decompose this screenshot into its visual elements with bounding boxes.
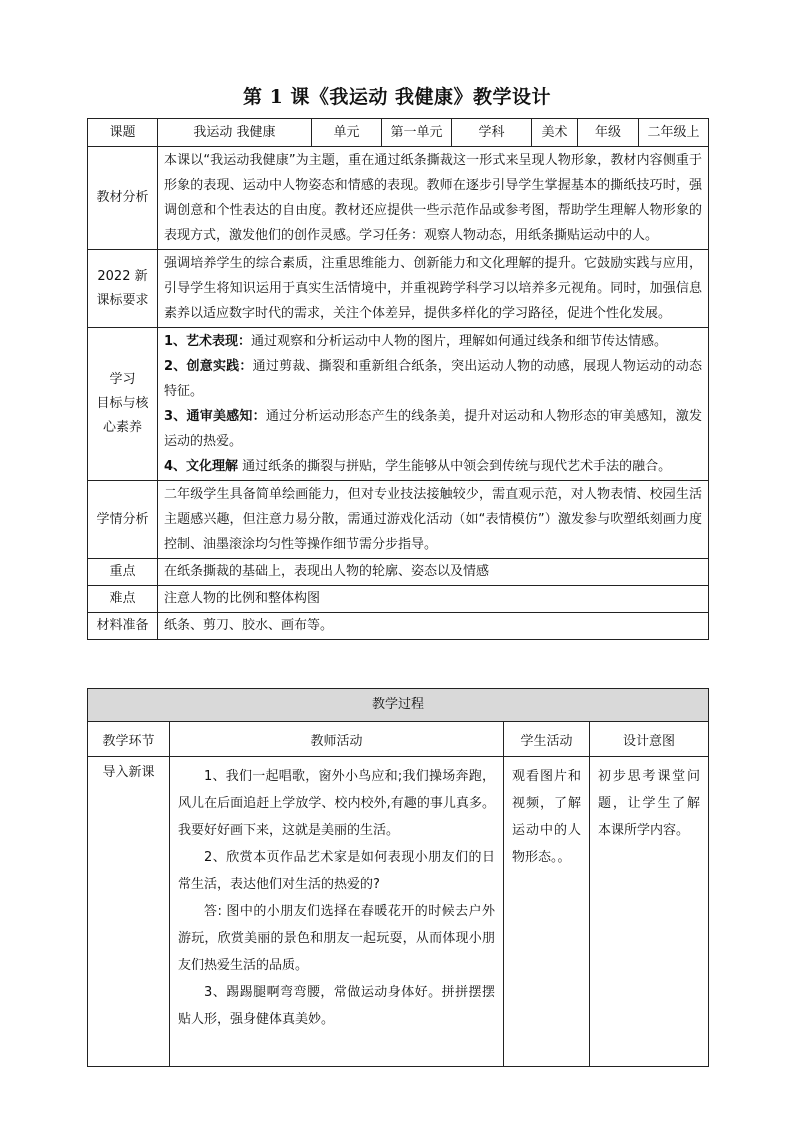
objective-key: 1、艺术表现： [164, 334, 252, 349]
stage-cell: 导入新课 [88, 757, 170, 1067]
standard-label [88, 250, 158, 328]
objective-key: 2、创意实践： [164, 359, 253, 374]
materials-row [88, 613, 709, 640]
grade-label: 年级 [578, 119, 639, 147]
objective-text: 通过分析运动形态产生的线条美，提升对运动和人物形态的审美感知，激发运动的热爱。 [164, 409, 702, 449]
process-row [88, 757, 709, 1067]
lesson-info-table [87, 118, 709, 640]
col-student: 学生活动 [504, 722, 590, 757]
teacher-activity [170, 757, 504, 1067]
header-row [88, 119, 709, 147]
unit-label: 单元 [312, 119, 382, 147]
objective-text: 通过观察和分析运动中人物的图片，理解如何通过线条和细节传达情感。 [251, 334, 668, 349]
materials-text: 纸条、剪刀、胶水、画布等。 [158, 613, 709, 640]
materials-label: 材料准备 [88, 613, 158, 640]
subject-value: 美术 [532, 119, 578, 147]
col-intent: 设计意图 [590, 722, 709, 757]
objective-text: 通过剪裁、撕裂和重新组合纸条，突出运动人物的动感，展现人物运动的动态特征。 [164, 359, 702, 399]
key-point-label: 重点 [88, 559, 158, 586]
teacher-paragraph: 3、踢踢腿啊弯弯腰，常做运动身体好。拼拼摆摆贴人形，强身健体真美妙。 [178, 985, 495, 1027]
objective-item [164, 354, 702, 404]
unit-value: 第一单元 [382, 119, 452, 147]
difficulty-label: 难点 [88, 586, 158, 613]
topic-label: 课题 [88, 119, 158, 147]
objectives-label-line2: 目标与核 [96, 396, 149, 411]
objective-key: 4、文化理解 [164, 459, 239, 474]
standard-label-line2: 课标要求 [96, 292, 149, 308]
teacher-paragraph: 答: 图中的小朋友们选择在春暖花开的时候去户外游玩，欣赏美丽的景色和朋友一起玩耍，从而体现小朋友们热爱生活的品质。 [178, 904, 495, 973]
learners-label: 学情分析 [88, 481, 158, 559]
col-teacher: 教师活动 [170, 722, 504, 757]
grade-value: 二年级上 [639, 119, 709, 147]
page-title: 第 1 课《我运动 我健康》教学设计 [242, 86, 552, 108]
process-title-row [88, 689, 709, 722]
textbook-text: 本课以“我运动我健康”为主题，重在通过纸条撕裁这一形式来呈现人物形象，教材内容侧重于形象的表现、运动中人物姿态和情感的表现。教师在逐步引导学生掌握基本的撕纸技巧时，强调创意和个性表达的自由度。教材还应提供一些示范作品或参考图，帮助学生理解人物形象的表现方式，激发他们的创作灵感。学习任务：观察人物动态，用纸条撕贴运动中的人。 [158, 147, 709, 250]
standard-label-line1: 2022 新 [97, 268, 148, 284]
topic-value: 我运动 我健康 [158, 119, 312, 147]
key-point-text: 在纸条撕裁的基础上，表现出人物的轮廓、姿态以及情感 [158, 559, 709, 586]
standard-text: 强调培养学生的综合素质，注重思维能力、创新能力和文化理解的提升。它鼓励实践与应用，引导学生将知识运用于真实生活情境中，并重视跨学科学习以培养多元视角。同时，加强信息素养以适应数字时代的需求，关注个体差异，提供多样化的学习路径，促进个性化发展。 [158, 250, 709, 328]
objective-item [164, 454, 702, 479]
process-header-row [88, 722, 709, 757]
objective-item [164, 329, 702, 354]
process-table [87, 688, 709, 1067]
objectives-row [88, 328, 709, 481]
teacher-paragraph: 2、欣赏本页作品艺术家是如何表现小朋友们的日常生活，表达他们对生活的热爱的? [178, 850, 495, 892]
teacher-paragraph: 1、我们一起唱歌，窗外小鸟应和;我们操场奔跑，风儿在后面追赶上学放学、校内校外,有趣的事儿真多。我要好好画下来，这就是美丽的生活。 [178, 769, 495, 838]
textbook-label: 教材分析 [88, 147, 158, 250]
objectives-label-line1: 学习 [109, 372, 136, 387]
process-title: 教学过程 [88, 689, 709, 722]
subject-label: 学科 [452, 119, 532, 147]
objectives-label [88, 328, 158, 481]
design-intent: 初步思考课堂问题，让学生了解本课所学内容。 [590, 757, 709, 1067]
objective-item [164, 404, 702, 454]
key-point-row [88, 559, 709, 586]
learners-text: 二年级学生具备简单绘画能力，但对专业技法接触较少，需直观示范，对人物表情、校园生活主题感兴趣，但注意力易分散，需通过游戏化活动（如“表情模仿”）激发参与吹塑纸刻画力度控制、油墨滚涂均匀性等操作细节需分步指导。 [158, 481, 709, 559]
textbook-row [88, 147, 709, 250]
student-activity: 观看图片和视频，了解运动中的人物形态。。 [504, 757, 590, 1067]
objective-text: 通过纸条的撕裂与拼贴，学生能够从中领会到传统与现代艺术手法的融合。 [238, 459, 672, 474]
objectives-list [158, 328, 709, 481]
col-stage: 教学环节 [88, 722, 170, 757]
standard-row [88, 250, 709, 328]
objectives-label-line3: 心素养 [102, 420, 142, 435]
objective-key: 3、通审美感知： [164, 409, 266, 424]
difficulty-text: 注意人物的比例和整体构图 [158, 586, 709, 613]
difficulty-row [88, 586, 709, 613]
learners-row [88, 481, 709, 559]
